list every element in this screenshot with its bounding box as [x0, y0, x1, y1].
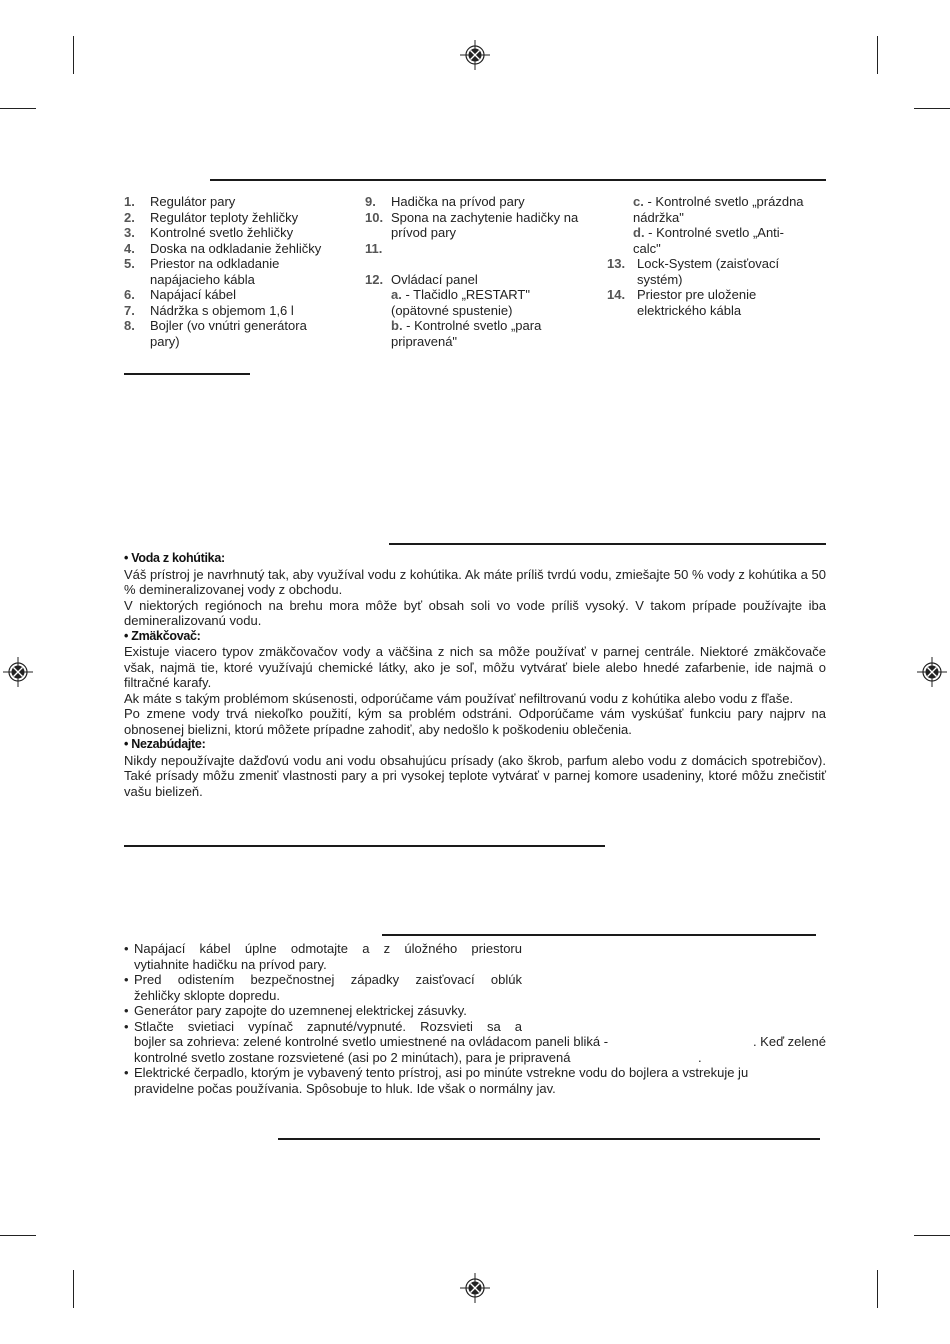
- section-heading: • Nezabúdajte:: [124, 737, 206, 751]
- list-item: 2. Regulátor teploty žehličky: [124, 209, 299, 225]
- list-item: • Stlačte svietiaci vypínač zapnuté/vypnuté. Rozsvieti sa a bojler sa zohrieva: zelené kontrolné svetlo umiestnené na ovládacom paneli bliká - . Keď zelené kontrolné svetlo zostane rozsvietené (asi po 2 minútach), para je pripravená .: [124, 1018, 826, 1065]
- divider: [124, 373, 250, 375]
- crop-mark: [877, 1270, 878, 1308]
- parts-list-col3: [607, 194, 827, 318]
- list-subitem: b. - Kontrolné svetlo „para pripravená": [391, 318, 542, 349]
- registration-mark-icon: [460, 40, 490, 70]
- list-item: • Pred odistením bezpečnostnej západky zaisťovací oblúk žehličky sklopte dopredu.: [124, 972, 522, 1003]
- divider: [124, 845, 605, 847]
- parts-list-col2: [365, 194, 585, 349]
- paragraph: Ak máte s takým problémom skúsenosti, odporúčame vám používať nefiltrovanú vodu z kohútika alebo vodu z fľaše.: [124, 690, 794, 706]
- list-item: • Elektrické čerpadlo, ktorým je vybavený tento prístroj, asi po minúte vstrekne vodu do bojlera a vstrekuje ju pravidelne počas používania. Spôsobuje to hluk. Ide však o normálny jav.: [124, 1065, 749, 1096]
- parts-list-col1: [124, 194, 354, 349]
- divider: [389, 543, 826, 545]
- registration-mark-icon: [917, 657, 947, 687]
- divider: [278, 1138, 820, 1140]
- water-section: [124, 551, 826, 799]
- paragraph: V niektorých regiónoch na brehu mora môže byť obsah soli vo vode príliš vysoký. V takom prípade používajte iba demineralizovanú vodu.: [124, 597, 826, 628]
- registration-mark-icon: [460, 1273, 490, 1303]
- crop-mark: [73, 1270, 74, 1308]
- list-item: 5. Priestor na odkladanie napájacieho kábla: [124, 256, 280, 287]
- list-item: 10. Spona na zachytenie hadičky na prívod pary: [365, 209, 579, 240]
- list-subitem: c. - Kontrolné svetlo „prázdna nádržka": [633, 194, 804, 225]
- list-item: 1. Regulátor pary: [124, 194, 236, 209]
- list-item: 11.: [365, 240, 383, 256]
- crop-mark: [0, 1235, 36, 1236]
- crop-mark: [73, 36, 74, 74]
- registration-mark-icon: [3, 657, 33, 687]
- usage-steps: [124, 941, 826, 1096]
- list-item: 9. Hadička na prívod pary: [365, 194, 525, 209]
- list-item: • Generátor pary zapojte do uzemnenej elektrickej zásuvky.: [124, 1003, 467, 1018]
- paragraph: Po zmene vody trvá niekoľko použití, kým sa problém odstráni. Odporúčame vám vyskúšať funkciu pary najprv na obnosenej bielizni, ktorú môžete prípadne zahodiť, aby nedošlo k poškodeniu oblečenia.: [124, 706, 826, 737]
- list-item: 6. Napájací kábel: [124, 287, 236, 302]
- divider: [382, 934, 816, 936]
- paragraph: Nikdy nepoužívajte dažďovú vodu ani vodu obsahujúcu prísady (ako škrob, parfum alebo vodu z domácich spotrebičov). Také prísady môžu zmeniť vlastnosti pary a pri vysokej teplote vytvárať v parnej komore usadeniny, ktoré môžu znečistiť vašu bielizeň.: [124, 752, 826, 799]
- crop-mark: [914, 1235, 950, 1236]
- list-item: 7. Nádržka s objemom 1,6 l: [124, 302, 294, 318]
- list-subitem: a. - Tlačidlo „RESTART" (opätovné spustenie): [391, 287, 530, 318]
- list-item: 3. Kontrolné svetlo žehličky: [124, 225, 294, 240]
- list-item: 8. Bojler (vo vnútri generátora pary): [124, 318, 307, 349]
- paragraph: Existuje viacero typov zmäkčovačov vody a väčšina z nich sa môže používať v parnej centrále. Niektoré zmäkčovače však, najmä tie, ktoré využívajú chemické látky, ako je soľ, môžu vytvárať biele alebo hnedé zafarbenie, ide najmä o filtračné karafy.: [124, 644, 826, 690]
- section-heading: • Zmäkčovač:: [124, 628, 201, 643]
- section-heading: • Voda z kohútika:: [124, 551, 225, 565]
- list-item: 12. Ovládací panel: [365, 271, 478, 287]
- list-item: • Napájací kábel úplne odmotajte a z úložného priestoru vytiahnite hadičku na prívod pary.: [124, 941, 522, 972]
- list-item: 4. Doska na odkladanie žehličky: [124, 240, 322, 256]
- list-item: 13. Lock-System (zaisťovací systém): [607, 256, 780, 287]
- list-subitem: d. - Kontrolné svetlo „Anti-calc": [633, 225, 785, 256]
- paragraph: Váš prístroj je navrhnutý tak, aby využíval vodu z kohútika. Ak máte príliš tvrdú vodu, zmiešajte 50 % vody z kohútika a 50 % demineralizovanej vody z obchodu.: [124, 566, 826, 597]
- crop-mark: [914, 108, 950, 109]
- divider: [210, 179, 826, 181]
- crop-mark: [877, 36, 878, 74]
- list-item: 14. Priestor pre uloženie elektrického kábla: [607, 287, 757, 318]
- crop-mark: [0, 108, 36, 109]
